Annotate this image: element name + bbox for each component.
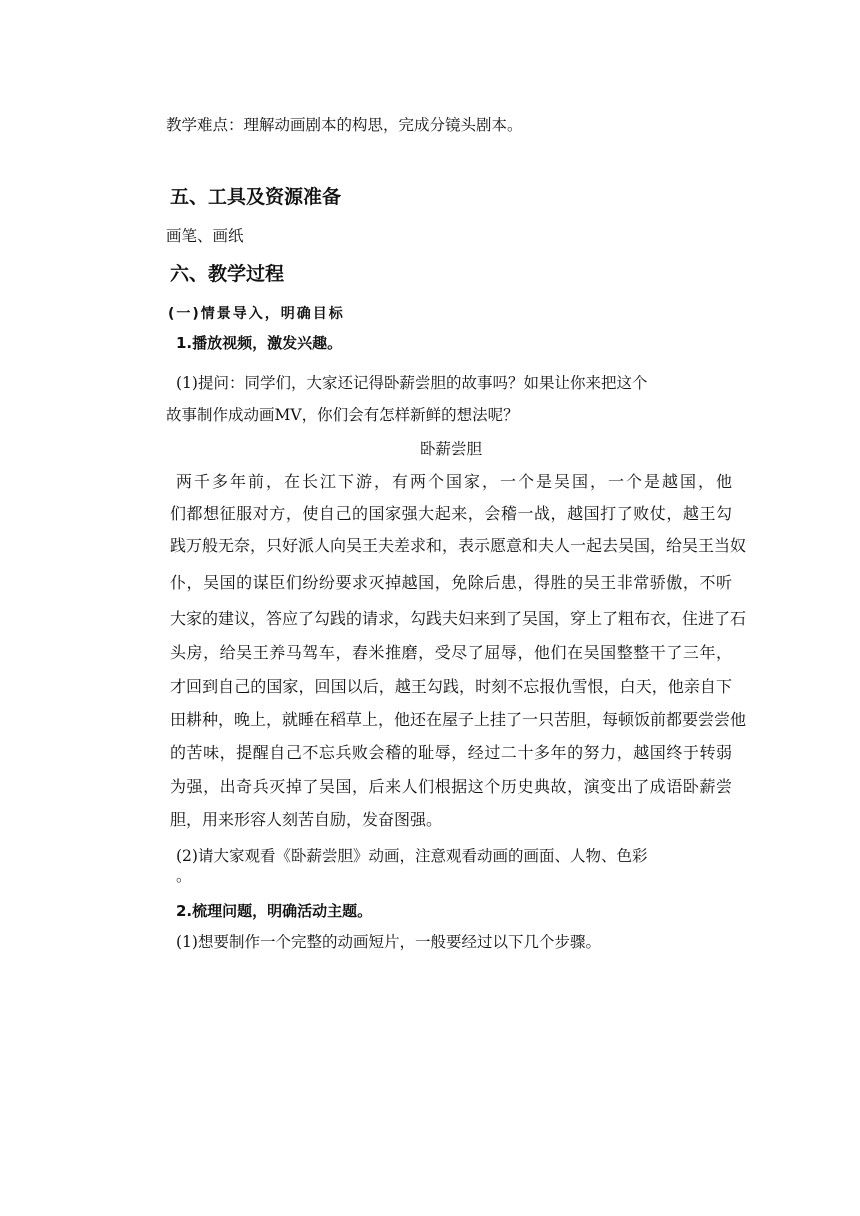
story-line: 田耕种，晚上，就睡在稻草上，他还在屋子上挂了一只苦胆，每顿饭前都要尝尝他 <box>170 710 747 729</box>
story-line: 们都想征服对方，使自己的国家强大起来，会稽一战，越国打了败仗，越王勾 <box>170 504 732 523</box>
question-line-1: (1)提问：同学们，大家还记得卧薪尝胆的故事吗？如果让你来把这个 <box>176 374 648 392</box>
question-line-2: 故事制作成动画MV，你们会有怎样新鲜的想法呢？ <box>166 406 519 424</box>
story-line: 践万般无奈，只好派人向吴王夫差求和，表示愿意和夫人一起去吴国，给吴王当奴 <box>170 536 747 555</box>
story-line: 仆，吴国的谋臣们纷纷要求灭掉越国，免除后患，得胜的吴王非常骄傲，不听 <box>170 573 732 592</box>
story-line: 大家的建议，答应了勾践的请求，勾践夫妇来到了吴国，穿上了粗布衣，住进了石 <box>170 609 747 628</box>
teaching-difficulty-line: 教学难点：理解动画剧本的构思，完成分镜头剧本。 <box>166 116 523 134</box>
story-line: 两千多年前，在长江下游，有两个国家，一个是吴国，一个是越国，他 <box>176 472 732 491</box>
story-line: 头房，给吴王养马驾车，舂米推磨，受尽了屈辱，他们在吴国整整干了三年， <box>170 643 732 662</box>
materials-line: 画笔、画纸 <box>166 227 244 245</box>
story-line: 为强，出奇兵灭掉了吴国，后来人们根据这个历史典故，演变出了成语卧薪尝 <box>170 777 732 796</box>
story-line: 才回到自己的国家，回国以后，越王勾践，时刻不忘报仇雪恨，白天，他亲自下 <box>170 677 732 696</box>
story-title: 卧薪尝胆 <box>419 440 482 458</box>
watch-animation-line-1: (2)请大家观看《卧薪尝胆》动画，注意观看动画的画面、人物、色彩 <box>176 847 648 865</box>
part-1-heading: (一)情景导入，明确目标 <box>168 306 345 322</box>
step-1-heading: 1.播放视频，激发兴趣。 <box>176 334 343 352</box>
section-6-heading: 六、教学过程 <box>170 263 285 285</box>
story-line: 胆，用来形容人刻苦自励，发奋图强。 <box>170 810 443 829</box>
animation-steps-line: (1)想要制作一个完整的动画短片，一般要经过以下几个步骤。 <box>176 933 601 951</box>
watch-animation-line-2: 。 <box>176 867 192 885</box>
section-5-heading: 五、工具及资源准备 <box>170 186 342 208</box>
story-line: 的苦味，提醒自己不忘兵败会稽的耻辱，经过二十多年的努力，越国终于转弱 <box>170 743 732 762</box>
step-2-heading: 2.梳理问题，明确活动主题。 <box>176 902 373 920</box>
